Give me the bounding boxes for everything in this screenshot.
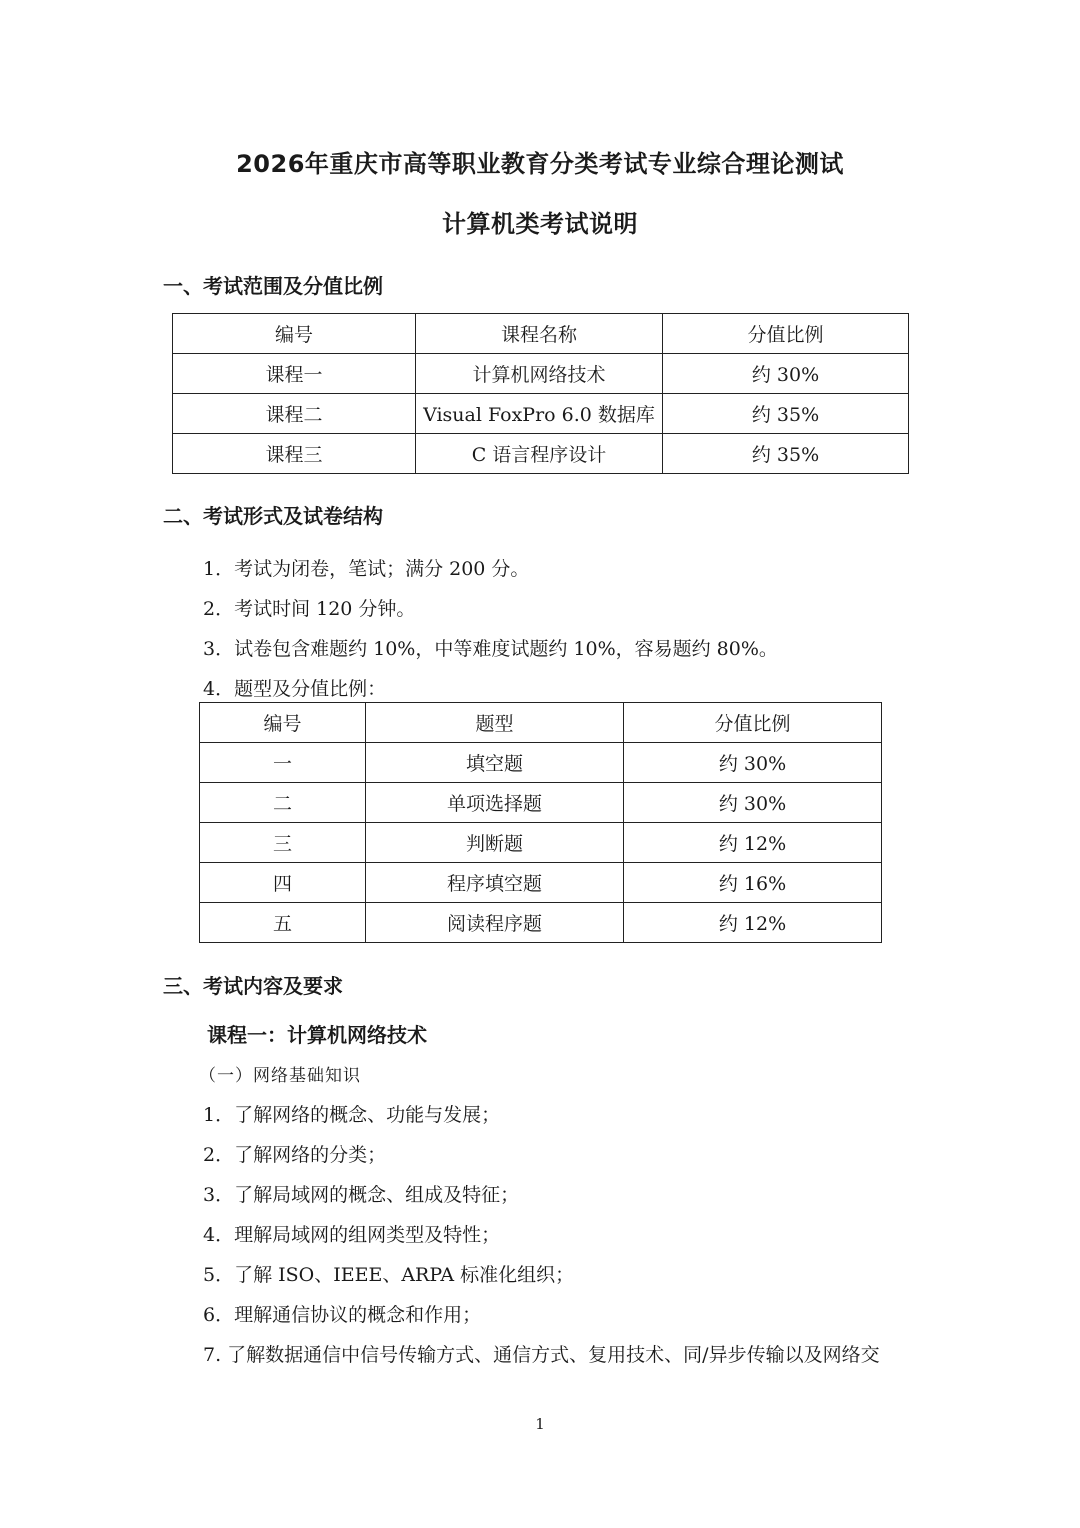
table-row: [200, 823, 882, 863]
table-cell: 约 30%: [663, 354, 909, 394]
table-header-row: [173, 314, 909, 354]
table-header-cell: 题型: [366, 703, 624, 743]
question-type-table: [199, 702, 882, 943]
list-item: 1．了解网络的概念、功能与发展；: [203, 1104, 501, 1126]
course-title: 课程一：计算机网络技术: [207, 1023, 427, 1047]
list-item: 3．试卷包含难题约 10%，中等难度试题约 10%，容易题约 80%。: [203, 638, 778, 660]
subsection-title: （一）网络基础知识: [199, 1066, 361, 1086]
table-cell: 填空题: [366, 743, 624, 783]
table-cell: 判断题: [366, 823, 624, 863]
table-cell: 单项选择题: [366, 783, 624, 823]
table-row: [200, 863, 882, 903]
table-row: [173, 394, 909, 434]
course-score-table: [172, 313, 909, 474]
table-cell: 约 12%: [624, 823, 882, 863]
table-header-cell: 分值比例: [663, 314, 909, 354]
table-cell: 阅读程序题: [366, 903, 624, 943]
table-cell: 计算机网络技术: [416, 354, 663, 394]
list-item: 1．考试为闭卷，笔试；满分 200 分。: [203, 558, 530, 580]
table-cell: 约 12%: [624, 903, 882, 943]
table-cell: 约 35%: [663, 434, 909, 474]
section-1-heading: 一、考试范围及分值比例: [163, 274, 383, 298]
table-cell: 二: [200, 783, 366, 823]
table-cell: 课程三: [173, 434, 416, 474]
table-cell: 约 16%: [624, 863, 882, 903]
page-number: 1: [535, 1415, 545, 1433]
table-cell: 课程二: [173, 394, 416, 434]
table-cell: Visual FoxPro 6.0 数据库: [416, 394, 663, 434]
table-header-cell: 编号: [200, 703, 366, 743]
table-cell: 三: [200, 823, 366, 863]
table-row: [173, 434, 909, 474]
table-header-cell: 编号: [173, 314, 416, 354]
table-cell: 一: [200, 743, 366, 783]
table-cell: 约 30%: [624, 743, 882, 783]
list-item: 7. 了解数据通信中信号传输方式、通信方式、复用技术、同/异步传输以及网络交: [203, 1344, 880, 1366]
list-item: 4．理解局域网的组网类型及特性；: [203, 1224, 501, 1246]
list-item: 5．了解 ISO、IEEE、ARPA 标准化组织；: [203, 1264, 575, 1286]
document-title: 2026年重庆市高等职业教育分类考试专业综合理论测试: [236, 150, 844, 178]
table-row: [200, 743, 882, 783]
table-row: [200, 903, 882, 943]
table-cell: 约 30%: [624, 783, 882, 823]
list-item: 2．了解网络的分类；: [203, 1144, 387, 1166]
table-row: [173, 354, 909, 394]
table-cell: 五: [200, 903, 366, 943]
table-header-cell: 课程名称: [416, 314, 663, 354]
section-3-heading: 三、考试内容及要求: [163, 974, 343, 998]
list-item: 6．理解通信协议的概念和作用；: [203, 1304, 482, 1326]
table-cell: 课程一: [173, 354, 416, 394]
table-cell: C 语言程序设计: [416, 434, 663, 474]
list-item: 2．考试时间 120 分钟。: [203, 598, 416, 620]
table-cell: 程序填空题: [366, 863, 624, 903]
table-row: [200, 783, 882, 823]
document-subtitle: 计算机类考试说明: [442, 210, 638, 238]
table-header-row: [200, 703, 882, 743]
list-item: 4．题型及分值比例：: [203, 678, 387, 700]
table-cell: 四: [200, 863, 366, 903]
table-header-cell: 分值比例: [624, 703, 882, 743]
section-2-heading: 二、考试形式及试卷结构: [163, 504, 383, 528]
list-item: 3．了解局域网的概念、组成及特征；: [203, 1184, 520, 1206]
table-cell: 约 35%: [663, 394, 909, 434]
